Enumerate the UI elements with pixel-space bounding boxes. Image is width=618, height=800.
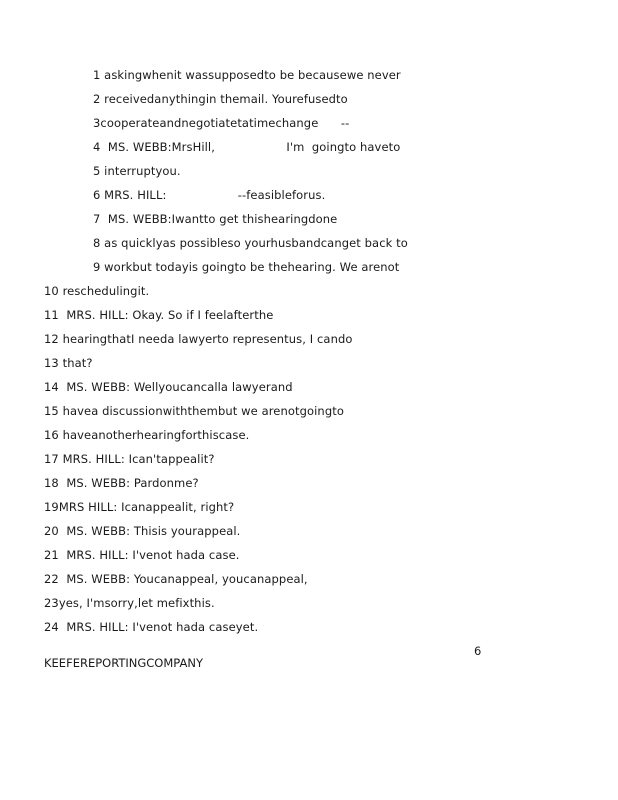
transcript-line-10: 10 reschedulingit. <box>44 284 150 298</box>
transcript-line-11: 11 MRS. HILL: Okay. So if I feelafterthe <box>44 308 274 322</box>
transcript-line-19: 19MRS HILL: Icanappealit, right? <box>44 500 235 514</box>
transcript-line-8: 8 as quicklyas possibleso yourhusbandcanget back to <box>93 236 408 250</box>
reporting-company-footer: KEEFEREPORTINGCOMPANY <box>44 656 203 670</box>
transcript-line-13: 13 that? <box>44 356 93 370</box>
transcript-line-15: 15 havea discussionwiththembut we arenotgoingto <box>44 404 344 418</box>
transcript-line-6: 6 MRS. HILL: --feasibleforus. <box>93 188 326 202</box>
transcript-line-16: 16 haveanotherhearingforthiscase. <box>44 428 250 442</box>
transcript-line-21: 21 MRS. HILL: I'venot hada case. <box>44 548 240 562</box>
transcript-line-4: 4 MS. WEBB:MrsHill, I'm goingto haveto <box>93 140 401 154</box>
transcript-line-14: 14 MS. WEBB: Wellyoucancalla lawyerand <box>44 380 293 394</box>
transcript-line-24: 24 MRS. HILL: I'venot hada caseyet. <box>44 620 259 634</box>
transcript-line-22: 22 MS. WEBB: Youcanappeal, youcanappeal, <box>44 572 308 586</box>
transcript-line-1: 1 askingwhenit wassupposedto be becausewe never <box>93 68 401 82</box>
transcript-line-12: 12 hearingthatI needa lawyerto representus, I cando <box>44 332 353 346</box>
page-number: 6 <box>474 644 482 658</box>
transcript-line-9: 9 workbut todayis goingto be thehearing. We arenot <box>93 260 400 274</box>
transcript-line-2: 2 receivedanythingin themail. Yourefusedto <box>93 92 348 106</box>
transcript-line-3: 3cooperateandnegotiatetatimechange -- <box>93 116 350 130</box>
transcript-line-7: 7 MS. WEBB:Iwantto get thishearingdone <box>93 212 338 226</box>
transcript-line-17: 17 MRS. HILL: Ican'tappealit? <box>44 452 215 466</box>
transcript-line-18: 18 MS. WEBB: Pardonme? <box>44 476 199 490</box>
transcript-line-23: 23yes, I'msorry,let mefixthis. <box>44 596 215 610</box>
transcript-line-5: 5 interruptyou. <box>93 164 181 178</box>
transcript-line-20: 20 MS. WEBB: Thisis yourappeal. <box>44 524 241 538</box>
